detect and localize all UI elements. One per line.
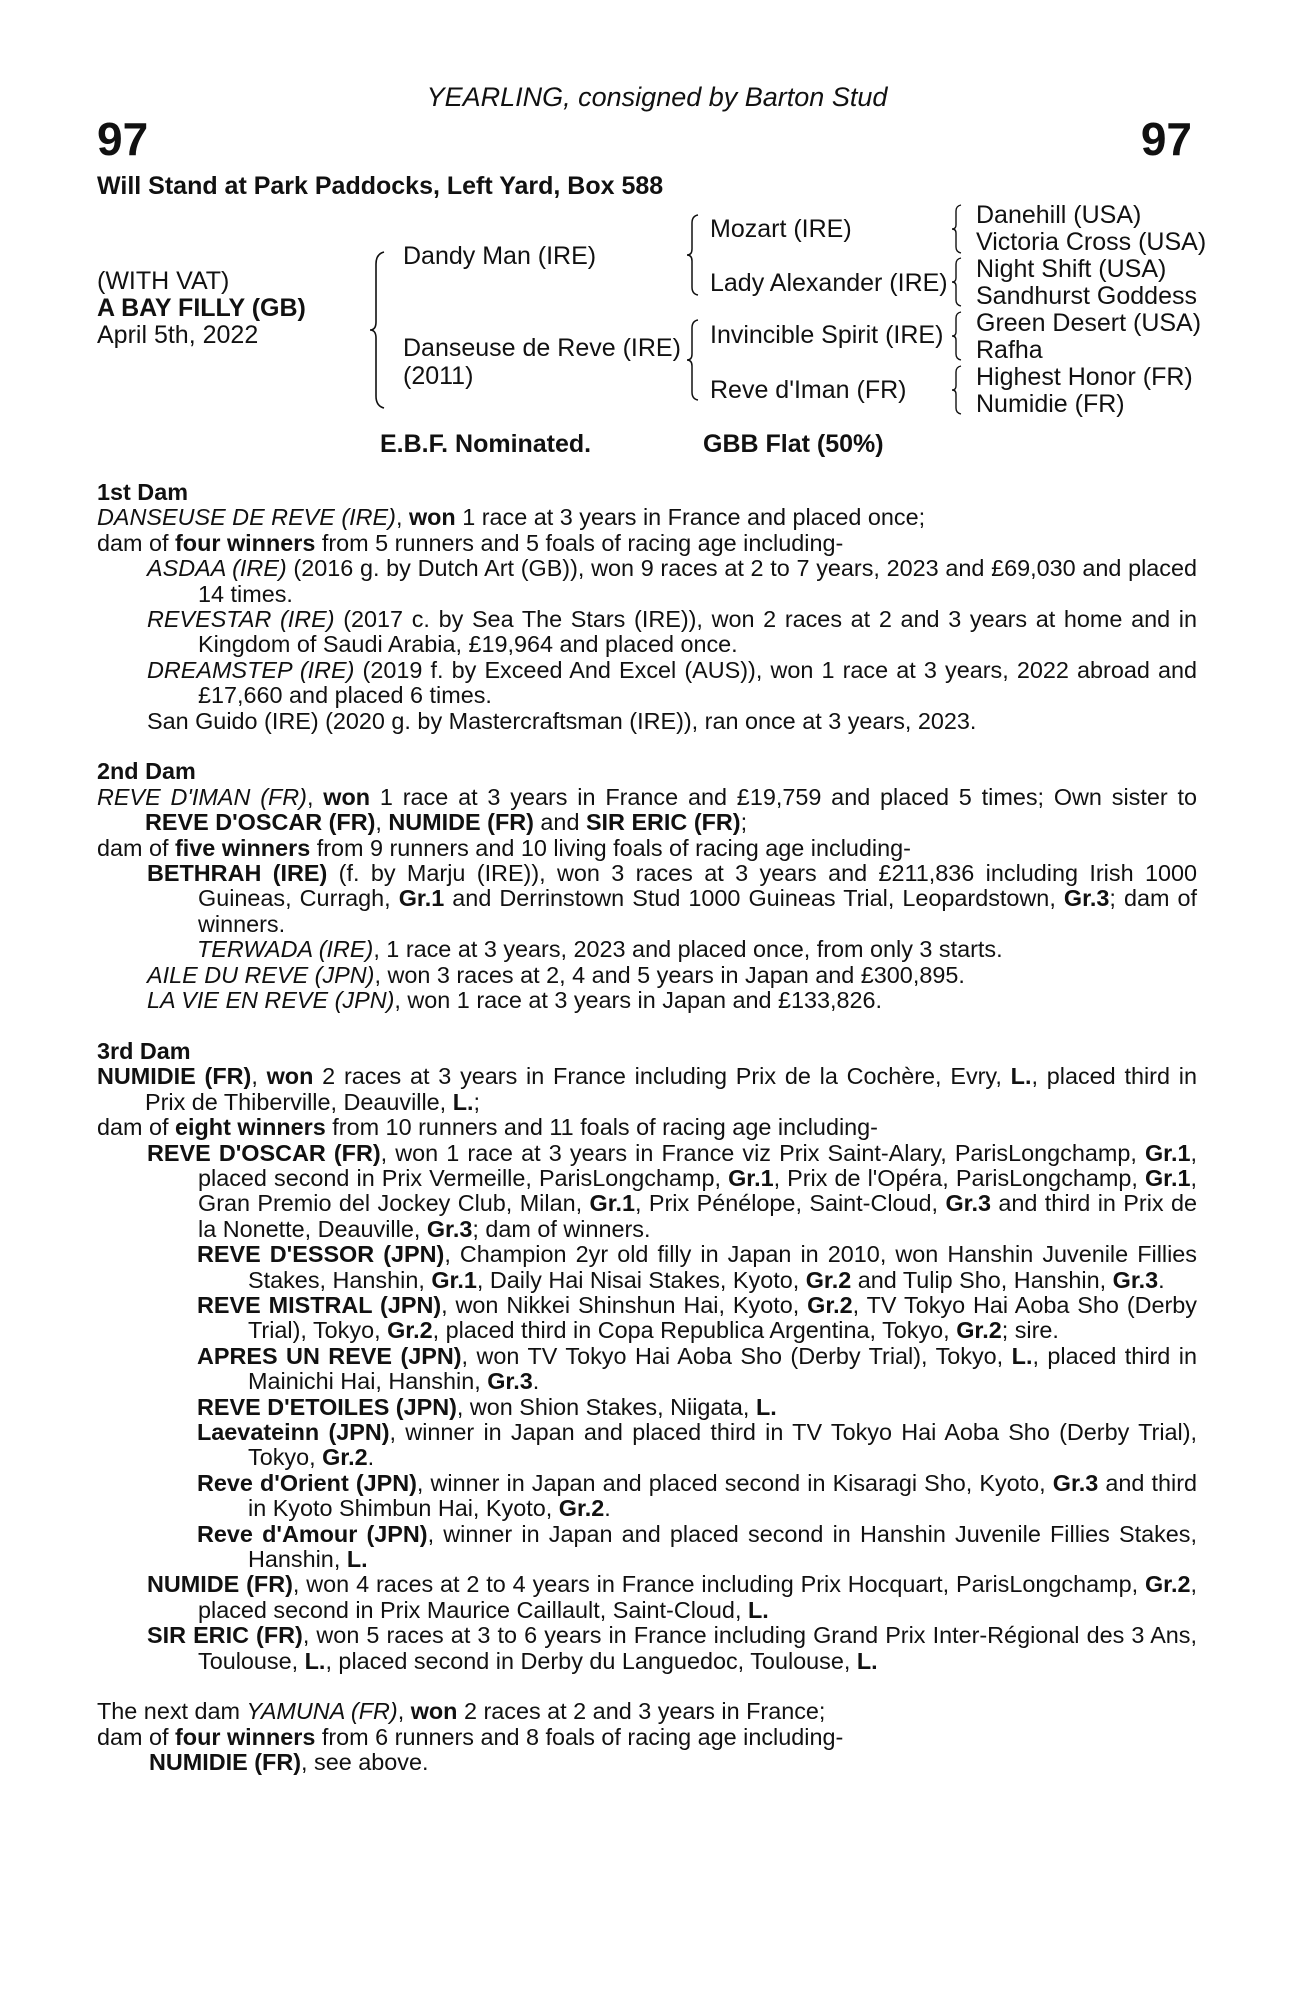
foaling-date: April 5th, 2022 bbox=[97, 321, 259, 349]
pedigree-sds: Night Shift (USA) bbox=[976, 255, 1167, 283]
pedigree-dam-dam: Reve d'Iman (FR) bbox=[710, 376, 907, 404]
pedigree-dss: Green Desert (USA) bbox=[976, 309, 1202, 337]
dam1-summary: DANSEUSE DE REVE (IRE), won 1 race at 3 years in France and placed once; bbox=[97, 504, 926, 531]
stabling-location: Will Stand at Park Paddocks, Left Yard, Box 588 bbox=[97, 172, 664, 200]
produce-entry: APRES UN REVE (JPN), won TV Tokyo Hai Aoba Sho (Derby Trial), Tokyo, L., placed third in Mainichi Hai, Hanshin, Gr.3. bbox=[197, 1342, 1197, 1395]
produce-entry: REVE D'ETOILES (JPN), won Shion Stakes, Niigata, L. bbox=[197, 1393, 777, 1420]
pedigree-bracket-ds bbox=[950, 310, 964, 362]
produce-entry: AILE DU REVE (JPN), won 3 races at 2, 4 and 5 years in Japan and £300,895. bbox=[147, 961, 965, 988]
produce-entry: LA VIE EN REVE (JPN), won 1 race at 3 years in Japan and £133,826. bbox=[147, 987, 883, 1014]
produce-entry: San Guido (IRE) (2020 g. by Mastercraftsman (IRE)), ran once at 3 years, 2023. bbox=[147, 707, 977, 734]
pedigree-sdd: Sandhurst Goddess bbox=[976, 282, 1197, 310]
pedigree-sire-dam: Lady Alexander (IRE) bbox=[710, 269, 948, 297]
pedigree-sss: Danehill (USA) bbox=[976, 201, 1142, 229]
dam2-produce-summary: dam of five winners from 9 runners and 10 living foals of racing age including- bbox=[97, 834, 911, 861]
produce-record bbox=[97, 480, 1197, 1776]
pedigree-dds: Highest Honor (FR) bbox=[976, 363, 1193, 391]
produce-entry: TERWADA (IRE), 1 race at 3 years, 2023 and placed once, from only 3 starts. bbox=[197, 936, 1003, 963]
produce-entry: REVESTAR (IRE) (2017 c. by Sea The Stars (IRE)), won 2 races at 2 and 3 years at home and in Kingdom of Saudi Arabia, £19,964 and placed once. bbox=[147, 606, 1197, 658]
produce-entry: DREAMSTEP (IRE) (2019 f. by Exceed And Excel (AUS)), won 1 race at 3 years, 2022 abroad and £17,660 and placed 6 times. bbox=[147, 656, 1198, 709]
next-dam-summary: The next dam YAMUNA (FR), won 2 races at 2 and 3 years in France; bbox=[97, 1698, 826, 1725]
pedigree-ssd: Victoria Cross (USA) bbox=[976, 228, 1207, 256]
consignor-line: YEARLING, consigned by Barton Stud bbox=[426, 82, 888, 112]
produce-entry: REVE D'OSCAR (FR), won 1 race at 3 years in France viz Prix Saint-Alary, ParisLongchamp, Gr.1, placed second in Prix Vermeille, ParisLongchamp, Gr.1, Prix de l'Opéra, ParisLongchamp, Gr.1, Gran Premio del Jockey Club, Milan, Gr.1, Prix Pénélope, Saint-Cloud, Gr.3 and third in Prix de la Nonette, Deauville, Gr.3; dam of winners. bbox=[147, 1139, 1198, 1242]
lot-number-left: 97 bbox=[97, 113, 149, 165]
dam1-produce-summary: dam of four winners from 5 runners and 5 foals of racing age including- bbox=[97, 529, 844, 556]
pedigree-sire-sire: Mozart (IRE) bbox=[710, 215, 852, 243]
vat-note: (WITH VAT) bbox=[97, 267, 230, 295]
pedigree-bracket-sd bbox=[950, 256, 964, 308]
pedigree-dam-year: (2011) bbox=[403, 362, 474, 390]
dam2-summary: REVE D'IMAN (FR), won 1 race at 3 years in France and £19,759 and placed 5 times; Own sister to REVE D'OSCAR (FR), NUMIDE (FR) and SIR ERIC (FR); bbox=[97, 783, 1197, 836]
produce-entry: SIR ERIC (FR), won 5 races at 3 to 6 years in France including Grand Prix Inter-Régional des 3 Ans, Toulouse, L., placed second in Derby du Languedoc, Toulouse, L. bbox=[147, 1622, 1197, 1674]
produce-entry: BETHRAH (IRE) (f. by Marju (IRE)), won 3 races at 3 years and £211,836 including Irish 1000 Guineas, Curragh, Gr.1 and Derrinstown Stud 1000 Guineas Trial, Leopardstown, Gr.3; dam of winners. bbox=[147, 860, 1197, 937]
next-dam-produce-summary: dam of four winners from 6 runners and 8 foals of racing age including- bbox=[97, 1723, 844, 1750]
produce-entry: NUMIDIE (FR), see above. bbox=[149, 1749, 429, 1776]
produce-entry: Reve d'Amour (JPN), winner in Japan and placed second in Hanshin Juvenile Fillies Stakes, Hanshin, L. bbox=[197, 1520, 1197, 1573]
dam2-heading: 2nd Dam bbox=[97, 758, 196, 785]
produce-entry: REVE D'ESSOR (JPN), Champion 2yr old filly in Japan in 2010, won Hanshin Juvenile Fillies Stakes, Hanshin, Gr.1, Daily Hai Nisai Stakes, Kyoto, Gr.2 and Tulip Sho, Hanshin, Gr.3. bbox=[197, 1241, 1198, 1293]
pedigree-dam: Danseuse de Reve (IRE) bbox=[403, 334, 681, 362]
produce-entry: Reve d'Orient (JPN), winner in Japan and placed second in Kisaragi Sho, Kyoto, Gr.3 and third in Kyoto Shimbun Hai, Kyoto, Gr.2. bbox=[197, 1469, 1198, 1522]
pedigree-dsd: Rafha bbox=[976, 336, 1043, 364]
produce-entry: NUMIDE (FR), won 4 races at 2 to 4 years in France including Prix Hocquart, ParisLongchamp, Gr.2, placed second in Prix Maurice Caillault, Saint-Cloud, L. bbox=[147, 1571, 1197, 1623]
dam3-summary: NUMIDIE (FR), won 2 races at 3 years in France including Prix de la Cochère, Evry, L., placed third in Prix de Thiberville, Deauville, L.; bbox=[97, 1063, 1197, 1115]
ebf-nomination: E.B.F. Nominated. bbox=[380, 430, 592, 458]
pedigree-bracket-sire bbox=[685, 213, 701, 297]
dam3-produce-summary: dam of eight winners from 10 runners and 11 foals of racing age including- bbox=[97, 1114, 878, 1141]
pedigree-bracket-main bbox=[368, 250, 388, 410]
pedigree-ddd: Numidie (FR) bbox=[976, 390, 1125, 418]
produce-entry: Laevateinn (JPN), winner in Japan and placed third in TV Tokyo Hai Aoba Sho (Derby Trial), Tokyo, Gr.2. bbox=[197, 1419, 1198, 1471]
gbb-flat: GBB Flat (50%) bbox=[703, 430, 884, 458]
pedigree-bracket-dd bbox=[950, 364, 964, 416]
pedigree-bracket-dam bbox=[685, 318, 701, 402]
pedigree-dam-sire: Invincible Spirit (IRE) bbox=[710, 321, 944, 349]
produce-entry: REVE MISTRAL (JPN), won Nikkei Shinshun Hai, Kyoto, Gr.2, TV Tokyo Hai Aoba Sho (Derby Trial), Tokyo, Gr.2, placed third in Copa Republica Argentina, Tokyo, Gr.2; sire. bbox=[197, 1291, 1198, 1344]
lot-number-right: 97 bbox=[1140, 113, 1192, 165]
produce-entry: ASDAA (IRE) (2016 g. by Dutch Art (GB)), won 9 races at 2 to 7 years, 2023 and £69,030 and placed 14 times. bbox=[147, 555, 1197, 607]
pedigree-sire: Dandy Man (IRE) bbox=[403, 242, 597, 270]
horse-name: A BAY FILLY (GB) bbox=[97, 294, 306, 322]
dam1-heading: 1st Dam bbox=[97, 479, 189, 505]
pedigree-bracket-ss bbox=[950, 203, 964, 255]
dam3-heading: 3rd Dam bbox=[97, 1037, 191, 1064]
